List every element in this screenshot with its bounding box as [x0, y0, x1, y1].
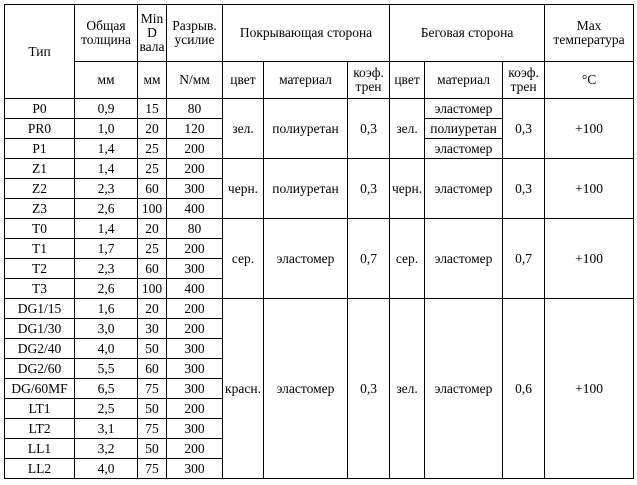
thickness-cell: 1,0 — [75, 119, 138, 139]
thickness-cell: 2,6 — [75, 199, 138, 219]
table-body — [5, 99, 634, 479]
type-cell: T2 — [5, 259, 75, 279]
table-row — [5, 99, 634, 119]
temp-cell: +100 — [545, 219, 634, 299]
max-temp-header: Max температура — [545, 5, 634, 62]
thickness-cell: 1,4 — [75, 219, 138, 239]
thickness-cell: 5,5 — [75, 359, 138, 379]
cover-color-cell: зел. — [223, 99, 264, 159]
temp-cell: +100 — [545, 299, 634, 479]
min-d-header: Min D вала — [138, 5, 167, 62]
type-cell: DG2/40 — [5, 339, 75, 359]
type-cell: LL1 — [5, 439, 75, 459]
thickness-cell: 3,2 — [75, 439, 138, 459]
min-d-cell: 60 — [138, 359, 167, 379]
run-material-cell: полиуретан — [425, 119, 503, 139]
type-cell: LL2 — [5, 459, 75, 479]
run-material-cell: эластомер — [425, 299, 503, 479]
thickness-cell: 1,6 — [75, 299, 138, 319]
min-d-cell: 50 — [138, 399, 167, 419]
run-material-cell: эластомер — [425, 99, 503, 119]
type-cell: LT1 — [5, 399, 75, 419]
min-d-cell: 20 — [138, 219, 167, 239]
belt-spec-table — [4, 4, 634, 479]
cover-color-cell: черн. — [223, 159, 264, 219]
tensile-cell: 300 — [167, 459, 223, 479]
run-material-cell: эластомер — [425, 139, 503, 159]
header-row — [5, 5, 634, 62]
tensile-cell: 300 — [167, 179, 223, 199]
run-material-header: материал — [425, 62, 503, 99]
tensile-cell: 200 — [167, 239, 223, 259]
type-cell: P0 — [5, 99, 75, 119]
run-color-cell: зел. — [390, 99, 425, 159]
tensile-cell: 120 — [167, 119, 223, 139]
run-material-cell: эластомер — [425, 159, 503, 219]
type-cell: DG/60MF — [5, 379, 75, 399]
tensile-cell: 200 — [167, 399, 223, 419]
tensile-cell: 300 — [167, 419, 223, 439]
min-d-unit: мм — [138, 62, 167, 99]
thickness-cell: 2,6 — [75, 279, 138, 299]
tensile-cell: 200 — [167, 159, 223, 179]
thickness-unit: мм — [75, 62, 138, 99]
tensile-cell: 300 — [167, 259, 223, 279]
thickness-cell: 1,4 — [75, 159, 138, 179]
tensile-cell: 200 — [167, 319, 223, 339]
thickness-cell: 6,5 — [75, 379, 138, 399]
min-d-cell: 20 — [138, 299, 167, 319]
thickness-cell: 4,0 — [75, 339, 138, 359]
tensile-cell: 300 — [167, 379, 223, 399]
cover-coef-header: коэф. трен — [348, 62, 390, 99]
type-cell: DG1/15 — [5, 299, 75, 319]
min-d-cell: 25 — [138, 239, 167, 259]
cover-material-cell: эластомер — [264, 299, 348, 479]
type-cell: T0 — [5, 219, 75, 239]
min-d-cell: 20 — [138, 119, 167, 139]
min-d-cell: 100 — [138, 279, 167, 299]
min-d-cell: 50 — [138, 339, 167, 359]
table-row — [5, 299, 634, 319]
min-d-cell: 100 — [138, 199, 167, 219]
min-d-cell: 15 — [138, 99, 167, 119]
run-coef-cell: 0,3 — [503, 159, 545, 219]
type-cell: T3 — [5, 279, 75, 299]
cover-material-cell: полиуретан — [264, 99, 348, 159]
type-cell: LT2 — [5, 419, 75, 439]
cover-coef-cell: 0,3 — [348, 159, 390, 219]
type-cell: T1 — [5, 239, 75, 259]
temp-cell: +100 — [545, 99, 634, 159]
type-cell: P1 — [5, 139, 75, 159]
type-cell: Z2 — [5, 179, 75, 199]
thickness-cell: 3,0 — [75, 319, 138, 339]
min-d-cell: 50 — [138, 439, 167, 459]
tensile-cell: 200 — [167, 439, 223, 459]
tensile-cell: 300 — [167, 339, 223, 359]
min-d-cell: 25 — [138, 159, 167, 179]
tensile-unit: N/мм — [167, 62, 223, 99]
tensile-cell: 80 — [167, 99, 223, 119]
tensile-cell: 300 — [167, 359, 223, 379]
thickness-cell: 1,7 — [75, 239, 138, 259]
type-cell: DG2/60 — [5, 359, 75, 379]
run-color-header: цвет — [390, 62, 425, 99]
thickness-cell: 3,1 — [75, 419, 138, 439]
type-header: Тип — [5, 5, 75, 99]
temp-cell: +100 — [545, 159, 634, 219]
thickness-cell: 2,3 — [75, 179, 138, 199]
min-d-cell: 75 — [138, 419, 167, 439]
tensile-cell: 400 — [167, 199, 223, 219]
run-material-cell: эластомер — [425, 219, 503, 299]
tensile-cell: 400 — [167, 279, 223, 299]
cover-color-cell: сер. — [223, 219, 264, 299]
temp-unit: °С — [545, 62, 634, 99]
min-d-cell: 60 — [138, 179, 167, 199]
thickness-cell: 2,3 — [75, 259, 138, 279]
tensile-cell: 200 — [167, 299, 223, 319]
cover-material-header: материал — [264, 62, 348, 99]
type-cell: DG1/30 — [5, 319, 75, 339]
cover-color-header: цвет — [223, 62, 264, 99]
min-d-cell: 60 — [138, 259, 167, 279]
run-color-cell: зел. — [390, 299, 425, 479]
run-coef-cell: 0,7 — [503, 219, 545, 299]
thickness-cell: 4,0 — [75, 459, 138, 479]
cover-color-cell: красн. — [223, 299, 264, 479]
thickness-cell: 2,5 — [75, 399, 138, 419]
cover-side-header: Покрывающая сторона — [223, 5, 390, 62]
type-cell: Z3 — [5, 199, 75, 219]
type-cell: PR0 — [5, 119, 75, 139]
tensile-cell: 200 — [167, 139, 223, 159]
run-coef-cell: 0,6 — [503, 299, 545, 479]
min-d-cell: 75 — [138, 459, 167, 479]
units-row — [5, 62, 634, 99]
run-color-cell: сер. — [390, 219, 425, 299]
run-coef-cell: 0,3 — [503, 99, 545, 159]
cover-material-cell: полиуретан — [264, 159, 348, 219]
tensile-header: Разрыв. усилие — [167, 5, 223, 62]
thickness-cell: 0,9 — [75, 99, 138, 119]
table-row — [5, 219, 634, 239]
thickness-cell: 1,4 — [75, 139, 138, 159]
min-d-cell: 75 — [138, 379, 167, 399]
tensile-cell: 80 — [167, 219, 223, 239]
total-thickness-header: Общая толщина — [75, 5, 138, 62]
running-side-header: Беговая сторона — [390, 5, 545, 62]
cover-coef-cell: 0,3 — [348, 99, 390, 159]
cover-material-cell: эластомер — [264, 219, 348, 299]
cover-coef-cell: 0,7 — [348, 219, 390, 299]
min-d-cell: 25 — [138, 139, 167, 159]
run-color-cell: черн. — [390, 159, 425, 219]
table-row — [5, 159, 634, 179]
type-cell: Z1 — [5, 159, 75, 179]
cover-coef-cell: 0,3 — [348, 299, 390, 479]
min-d-cell: 30 — [138, 319, 167, 339]
run-coef-header: коэф. трен — [503, 62, 545, 99]
